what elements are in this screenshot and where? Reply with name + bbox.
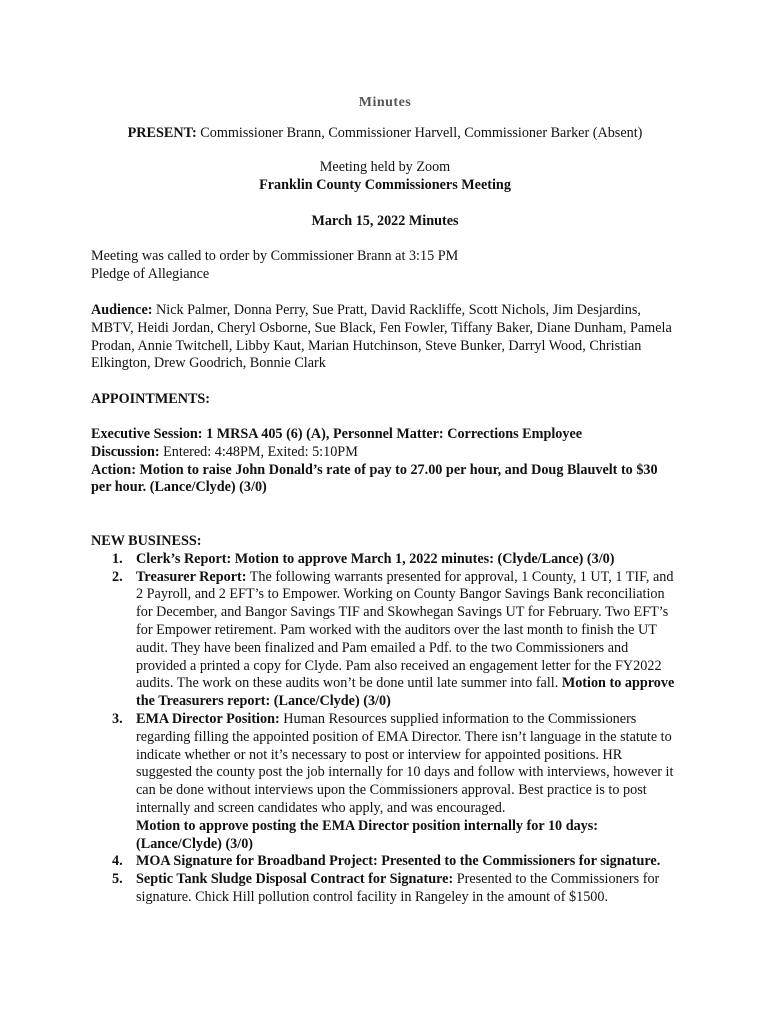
page-title: Minutes [358,95,412,110]
item-text: The following warrants presented for approval, 1 County, 1 UT, 1 TIF, and 2 Payroll, and 2 EFT’s to Empower. Working on County Bangor Savings Bank reconciliation for December, and Bangor Savings TIF and Skowhegan Savings UT for February. Two EFT’s for Empower retirement. Pam worked with the auditors over the last month to finish the UT audit. They have been finalized and Pam emailed a Pdf. to the two Commissioners and provided a printed a copy for Clyde. Pam also received an engagement letter for the FY2022 audits. The work on these audits won’t be done until late summer into fall. [136,568,674,692]
item-title: Septic Tank Sludge Disposal Contract for Signature: [136,871,454,888]
appointments-section [91,426,681,497]
item-number: 1. [112,550,123,567]
meeting-info [0,159,770,195]
meeting-title: Franklin County Commissioners Meeting [259,176,511,193]
item-number: 2. [112,568,123,585]
discussion-label: Discussion: [91,443,160,460]
item-title: Clerk’s Report: Motion to approve March 1, 2022 minutes: (Clyde/Lance) (3/0) [136,550,615,567]
audience-text: Nick Palmer, Donna Perry, Sue Pratt, David Rackliffe, Scott Nichols, Jim Desjardins, MBTV, Heidi Jordan, Cheryl Osborne, Sue Black, Fen Fowler, Tiffany Baker, Diane Dunham, Pamela Prodan, Annie Twitchell, Libby Kaut, Marian Hutchinson, Steve Bunker, Darryl Wood, Christian Elkington, Drew Goodrich, Bonnie Clark [91,302,672,372]
item-number: 5. [112,871,123,888]
call-to-order: Meeting was called to order by Commissioner Brann at 3:15 PM [91,248,459,264]
item-number: 3. [112,710,123,727]
executive-session: Executive Session: 1 MRSA 405 (6) (A), Personnel Matter: Corrections Employee [91,426,583,442]
list-item [91,551,681,569]
new-business-heading: NEW BUSINESS: [91,533,202,549]
item-title: EMA Director Position: [136,710,280,727]
item-motion: Motion to approve posting the EMA Director position internally for 10 days: (Lance/Clyde) (3/0) [136,817,599,852]
item-title: Treasurer Report: [136,568,247,585]
meeting-held-by: Meeting held by Zoom [319,159,451,175]
new-business-section [91,533,681,907]
opening-section [91,248,681,284]
item-number: 4. [112,853,123,870]
appointments-heading: APPOINTMENTS: [91,391,211,407]
audience-paragraph [91,302,681,373]
new-business-list [91,551,681,907]
list-item [91,569,681,711]
meeting-date-title: March 15, 2022 Minutes [311,213,459,229]
action-line: Action: Motion to raise John Donald’s rate of pay to 27.00 per hour, and Doug Blauvelt to $30 per hour. (Lance/Clyde) (3/0) [91,461,658,496]
discussion-line [91,444,681,462]
present-text: Commissioner Brann, Commissioner Harvell, Commissioner Barker (Absent) [200,125,643,141]
present-line [0,125,770,143]
list-item [91,711,681,853]
item-text: Human Resources supplied information to the Commissioners regarding filling the appointed position of EMA Director. There isn’t language in the statute to indicate whether or not it’s necessary to post or interview for appointed positions. HR suggested the county post the job internally for 10 days and follow with interviews, however it can be done without interviews upon the Commissioners approval. Best practice is to post internally and screen candidates who apply, and was encouraged. [136,710,674,816]
audience-section [91,302,681,373]
audience-label: Audience: [91,302,153,318]
item-title: MOA Signature for Broadband Project: Presented to the Commissioners for signature. [136,853,661,870]
list-item [91,871,681,907]
list-item [91,853,681,871]
discussion-text: Entered: 4:48PM, Exited: 5:10PM [163,443,358,460]
pledge: Pledge of Allegiance [91,265,210,282]
present-label: PRESENT: [127,125,197,141]
item-text: Presented to the Commissioners for signature. Chick Hill pollution control facility in Rangeley in the amount of $1500. [136,871,660,905]
item-motion: Motion to approve the Treasurers report: (Lance/Clyde) (3/0) [136,675,675,710]
